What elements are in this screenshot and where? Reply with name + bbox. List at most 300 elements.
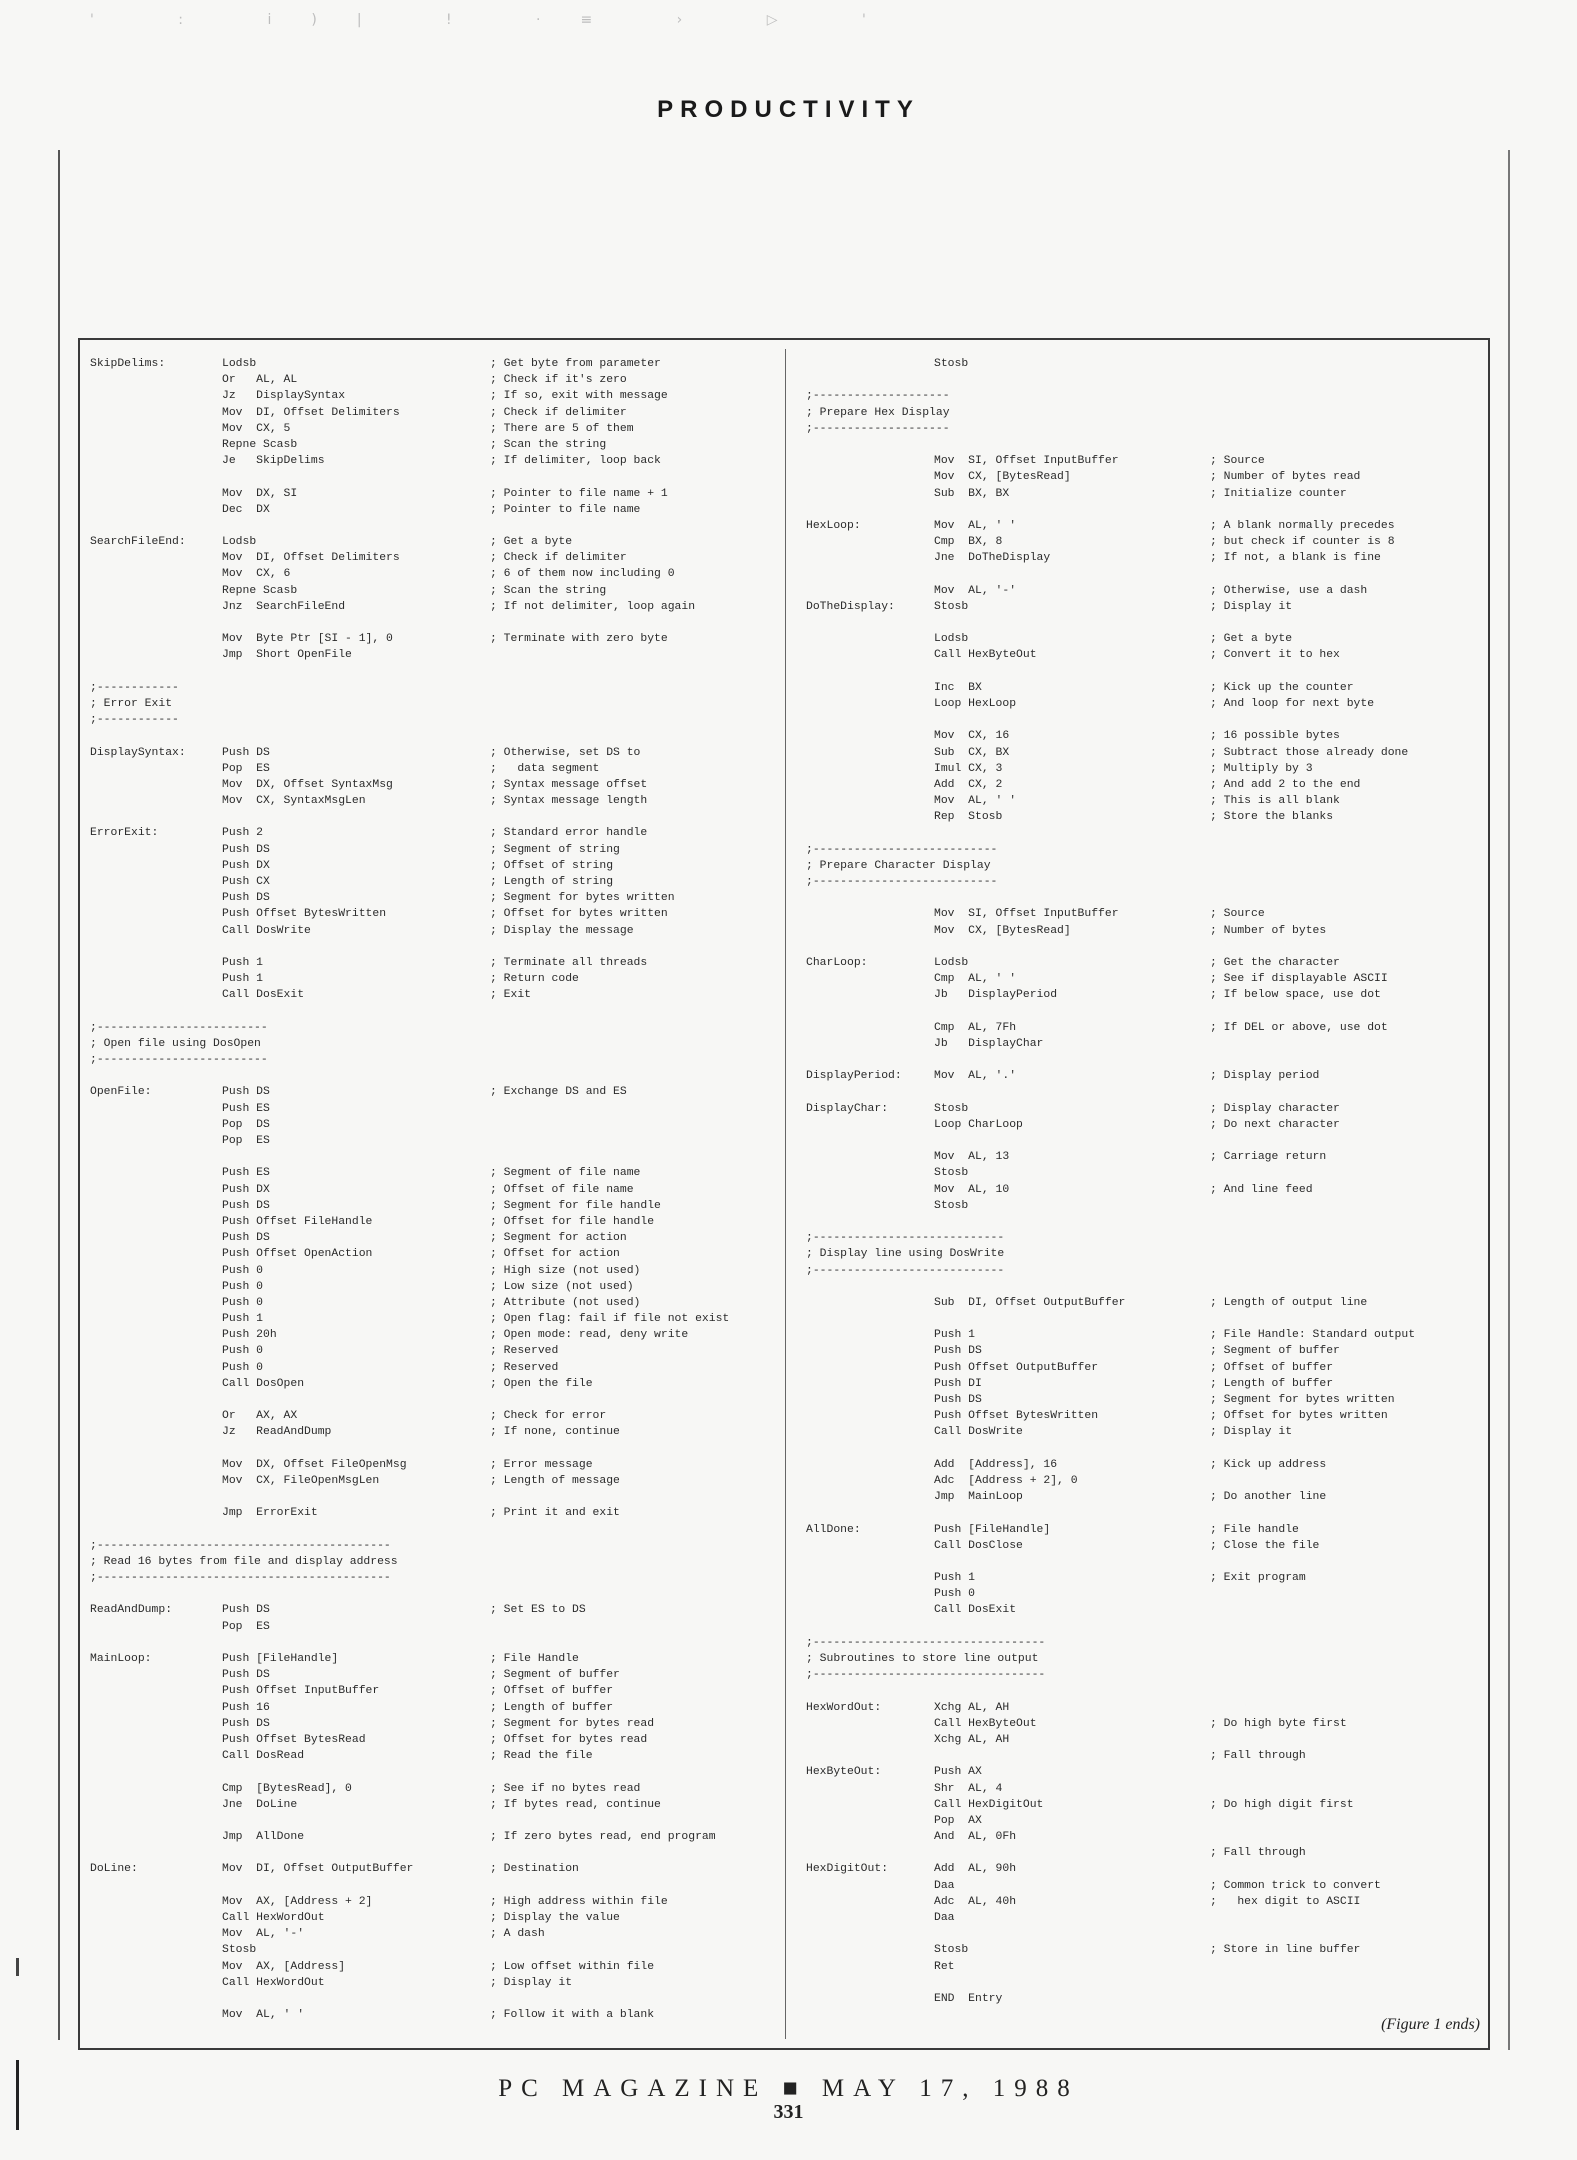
code-instruction: Loop HexLoop bbox=[934, 697, 1017, 710]
code-line bbox=[806, 1165, 1482, 1181]
code-comment: ; And line feed bbox=[1210, 1183, 1313, 1196]
code-line bbox=[90, 534, 780, 550]
comment-banner: ;-------------------- bbox=[806, 422, 950, 435]
code-instruction: Or AX, AX bbox=[222, 1410, 298, 1423]
code-line bbox=[806, 1781, 1482, 1797]
code-instruction: Push 1 bbox=[222, 956, 264, 969]
code-comment: ; Display character bbox=[1210, 1102, 1340, 1115]
code-instruction: Je SkipDelims bbox=[222, 455, 325, 468]
code-line bbox=[806, 1441, 1482, 1457]
code-line bbox=[90, 1878, 780, 1894]
code-line bbox=[806, 874, 1482, 890]
code-instruction: Push DS bbox=[934, 1345, 982, 1358]
code-instruction: Push DS bbox=[222, 1232, 270, 1245]
code-line bbox=[90, 1117, 780, 1133]
code-instruction: Jz DisplaySyntax bbox=[222, 390, 346, 403]
code-line bbox=[90, 1311, 780, 1327]
code-instruction: Push Offset BytesWritten bbox=[934, 1410, 1099, 1423]
code-instruction: Shr AL, 4 bbox=[934, 1782, 1003, 1795]
code-line bbox=[806, 1133, 1482, 1149]
code-comment: ; Otherwise, use a dash bbox=[1210, 584, 1368, 597]
comment-banner: ;------------------------- bbox=[90, 1021, 268, 1034]
code-comment: ; Segment of buffer bbox=[1210, 1345, 1340, 1358]
code-comment: ; Scan the string bbox=[490, 438, 607, 451]
code-line bbox=[90, 1279, 780, 1295]
code-line bbox=[806, 1343, 1482, 1359]
code-instruction: Mov AL, 10 bbox=[934, 1183, 1010, 1196]
code-comment: ; Offset of buffer bbox=[490, 1685, 614, 1698]
code-line bbox=[90, 696, 780, 712]
code-line bbox=[806, 777, 1482, 793]
code-line bbox=[806, 1910, 1482, 1926]
code-comment: ; Read the file bbox=[490, 1750, 593, 1763]
code-line bbox=[806, 372, 1482, 388]
code-line bbox=[90, 1198, 780, 1214]
code-line bbox=[806, 550, 1482, 566]
code-line bbox=[90, 1182, 780, 1198]
code-line bbox=[90, 825, 780, 841]
code-comment: ; This is all blank bbox=[1210, 795, 1340, 808]
code-comment: ; If below space, use dot bbox=[1210, 989, 1381, 1002]
code-line bbox=[90, 372, 780, 388]
code-line bbox=[90, 1441, 780, 1457]
code-comment: ; Offset for bytes read bbox=[490, 1733, 648, 1746]
code-label: HexWordOut: bbox=[806, 1701, 882, 1714]
code-instruction: Lodsb bbox=[934, 633, 969, 646]
code-line bbox=[806, 1004, 1482, 1020]
code-line bbox=[90, 453, 780, 469]
code-instruction: Push 0 bbox=[934, 1588, 976, 1601]
magazine-footer: PC MAGAZINE ■ MAY 17, 1988 bbox=[498, 2075, 1079, 2102]
code-label: DoLine: bbox=[90, 1863, 138, 1876]
code-comment: ; Segment of file name bbox=[490, 1167, 641, 1180]
code-line bbox=[806, 1246, 1482, 1262]
code-line bbox=[806, 1748, 1482, 1764]
code-line bbox=[806, 1182, 1482, 1198]
code-comment: ; Scan the string bbox=[490, 584, 607, 597]
code-instruction: Push 16 bbox=[222, 1701, 270, 1714]
comment-banner: ; Open file using DosOpen bbox=[90, 1037, 261, 1050]
code-line bbox=[90, 518, 780, 534]
code-line bbox=[806, 1198, 1482, 1214]
code-instruction: Push 1 bbox=[934, 1329, 976, 1342]
code-comment: ; And add 2 to the end bbox=[1210, 778, 1361, 791]
code-line bbox=[806, 1101, 1482, 1117]
code-line bbox=[90, 777, 780, 793]
code-line bbox=[806, 1036, 1482, 1052]
code-instruction: Push Offset OpenAction bbox=[222, 1248, 373, 1261]
code-line bbox=[806, 1522, 1482, 1538]
code-line bbox=[90, 469, 780, 485]
code-instruction: Push DS bbox=[222, 1199, 270, 1212]
code-instruction: Pop ES bbox=[222, 1620, 270, 1633]
code-comment: ; Store the blanks bbox=[1210, 811, 1334, 824]
code-line bbox=[806, 1149, 1482, 1165]
code-comment: ; Segment for file handle bbox=[490, 1199, 661, 1212]
code-comment: ; hex digit to ASCII bbox=[1210, 1895, 1361, 1908]
code-line bbox=[806, 793, 1482, 809]
code-line bbox=[90, 1586, 780, 1602]
code-instruction: Mov AL, ' ' bbox=[934, 519, 1017, 532]
code-comment: ; Open the file bbox=[490, 1377, 593, 1390]
code-instruction: Pop ES bbox=[222, 1135, 270, 1147]
code-comment: ; Display it bbox=[1210, 1426, 1293, 1439]
code-comment: ; Display the message bbox=[490, 924, 634, 937]
code-line bbox=[806, 1700, 1482, 1716]
code-line bbox=[90, 566, 780, 582]
code-instruction: Push 0 bbox=[222, 1280, 264, 1293]
code-line bbox=[806, 583, 1482, 599]
code-comment: ; Do next character bbox=[1210, 1118, 1340, 1131]
code-comment: ; And loop for next byte bbox=[1210, 697, 1375, 710]
comment-banner: ;--------------------------- bbox=[806, 843, 998, 856]
code-comment: ; Length of string bbox=[490, 876, 614, 888]
code-comment: ; Number of bytes read bbox=[1210, 471, 1361, 484]
code-instruction: Push DS bbox=[222, 1717, 270, 1730]
code-line bbox=[90, 599, 780, 615]
code-line bbox=[806, 1052, 1482, 1068]
code-line bbox=[90, 1667, 780, 1683]
section-title: PRODUCTIVITY bbox=[657, 96, 920, 123]
code-instruction: Jmp Short OpenFile bbox=[222, 649, 352, 662]
code-line bbox=[90, 1781, 780, 1797]
code-instruction: Jb DisplayChar bbox=[934, 1037, 1044, 1050]
code-line bbox=[90, 1975, 780, 1991]
code-instruction: Push DS bbox=[222, 1604, 270, 1617]
code-line bbox=[90, 1894, 780, 1910]
code-line bbox=[90, 1732, 780, 1748]
code-label: HexLoop: bbox=[806, 519, 861, 532]
code-line bbox=[806, 1538, 1482, 1554]
code-comment: ; Otherwise, set DS to bbox=[490, 746, 641, 759]
code-comment: ; Kick up the counter bbox=[1210, 681, 1354, 694]
code-line bbox=[90, 906, 780, 922]
code-line bbox=[806, 1861, 1482, 1877]
code-line bbox=[90, 1829, 780, 1845]
code-comment: ; High size (not used) bbox=[490, 1264, 641, 1277]
code-comment: ; Segment for bytes written bbox=[1210, 1394, 1395, 1406]
code-instruction: Mov AL, '-' bbox=[222, 1928, 305, 1941]
code-line bbox=[806, 1942, 1482, 1958]
code-instruction: Push ES bbox=[222, 1167, 270, 1180]
code-comment: ; High address within file bbox=[490, 1895, 668, 1908]
outer-frame-left bbox=[58, 150, 60, 2040]
code-comment: ; Offset for bytes written bbox=[1210, 1410, 1388, 1423]
code-instruction: Jmp AllDone bbox=[222, 1831, 305, 1844]
code-instruction: Stosb bbox=[934, 600, 969, 613]
code-comment: ; Open mode: read, deny write bbox=[490, 1329, 689, 1342]
code-comment: ; File Handle: Standard output bbox=[1210, 1329, 1416, 1342]
code-instruction: Mov SI, Offset InputBuffer bbox=[934, 908, 1119, 921]
code-instruction: Call HexByteOut bbox=[934, 649, 1037, 662]
code-instruction: Mov DX, Offset FileOpenMsg bbox=[222, 1458, 407, 1471]
code-instruction: Push AX bbox=[934, 1766, 982, 1779]
code-instruction: Mov AX, [Address + 2] bbox=[222, 1895, 373, 1908]
code-instruction: Push 1 bbox=[934, 1572, 976, 1585]
code-instruction: Mov CX, 16 bbox=[934, 730, 1010, 743]
code-line bbox=[90, 874, 780, 890]
code-line bbox=[90, 1360, 780, 1376]
code-line bbox=[90, 1263, 780, 1279]
code-line bbox=[90, 1538, 780, 1554]
code-line bbox=[90, 761, 780, 777]
code-comment: ; If not, a blank is fine bbox=[1210, 552, 1381, 565]
code-line bbox=[806, 518, 1482, 534]
code-instruction: Call DosExit bbox=[222, 989, 305, 1002]
code-instruction: Mov AL, '.' bbox=[934, 1070, 1017, 1083]
code-instruction: Add [Address], 16 bbox=[934, 1458, 1058, 1471]
comment-banner: ; Subroutines to store line output bbox=[806, 1653, 1039, 1665]
code-comment: ; Display it bbox=[490, 1976, 573, 1989]
code-line bbox=[90, 550, 780, 566]
code-line bbox=[806, 1959, 1482, 1975]
code-comment: ; Do high byte first bbox=[1210, 1717, 1347, 1730]
code-instruction: Adc AL, 40h bbox=[934, 1895, 1017, 1908]
code-comment: ; File Handle bbox=[490, 1653, 579, 1665]
code-instruction: Stosb bbox=[934, 358, 969, 370]
code-comment: ; Open flag: fail if file not exist bbox=[490, 1313, 730, 1326]
code-line bbox=[90, 939, 780, 955]
code-instruction: Mov AL, '-' bbox=[934, 584, 1017, 597]
code-instruction: Push 0 bbox=[222, 1345, 264, 1358]
code-comment: ; Reserved bbox=[490, 1361, 559, 1374]
code-instruction: Loop CharLoop bbox=[934, 1118, 1023, 1131]
code-instruction: Push ES bbox=[222, 1102, 270, 1115]
code-line bbox=[90, 1246, 780, 1262]
code-line bbox=[90, 1554, 780, 1570]
code-instruction: Mov CX, [BytesRead] bbox=[934, 471, 1071, 484]
code-comment: ; Close the file bbox=[1210, 1539, 1320, 1552]
code-line bbox=[90, 1700, 780, 1716]
code-comment: ; Common trick to convert bbox=[1210, 1879, 1381, 1892]
code-instruction: Jb DisplayPeriod bbox=[934, 989, 1058, 1002]
code-comment: ; 16 possible bytes bbox=[1210, 730, 1340, 743]
code-comment: ; Set ES to DS bbox=[490, 1604, 586, 1617]
code-line bbox=[806, 745, 1482, 761]
code-comment: ; Syntax message length bbox=[490, 795, 648, 808]
code-instruction: END Entry bbox=[934, 1992, 1003, 2005]
code-comment: ; Pointer to file name bbox=[490, 503, 641, 516]
code-line bbox=[806, 923, 1482, 939]
code-line bbox=[90, 1343, 780, 1359]
code-comment: ; Display the value bbox=[490, 1912, 620, 1924]
code-instruction: Call HexWordOut bbox=[222, 1976, 325, 1989]
code-line bbox=[90, 1619, 780, 1635]
code-line bbox=[806, 761, 1482, 777]
code-line bbox=[806, 1279, 1482, 1295]
code-instruction: Push DS bbox=[222, 1086, 270, 1099]
code-line bbox=[806, 712, 1482, 728]
code-label: DisplayPeriod: bbox=[806, 1070, 902, 1083]
code-instruction: Mov CX, FileOpenMsgLen bbox=[222, 1474, 380, 1487]
code-comment: ; Low offset within file bbox=[490, 1960, 655, 1973]
code-instruction: Mov DI, Offset OutputBuffer bbox=[222, 1863, 414, 1876]
code-instruction: Imul CX, 3 bbox=[934, 762, 1003, 775]
code-line bbox=[90, 745, 780, 761]
code-instruction: Pop ES bbox=[222, 762, 270, 775]
code-instruction: Call DosWrite bbox=[934, 1426, 1023, 1439]
code-line bbox=[806, 647, 1482, 663]
code-comment: ; If delimiter, loop back bbox=[490, 455, 661, 468]
code-line bbox=[90, 923, 780, 939]
code-instruction: Call DosOpen bbox=[222, 1377, 305, 1390]
code-comment: ; Convert it to hex bbox=[1210, 649, 1340, 662]
code-line bbox=[806, 1651, 1482, 1667]
comment-banner: ;--------------------------- bbox=[806, 876, 998, 888]
code-instruction: Lodsb bbox=[222, 536, 257, 549]
code-line bbox=[90, 1813, 780, 1829]
code-line bbox=[806, 1716, 1482, 1732]
code-line bbox=[90, 1068, 780, 1084]
code-comment: ; Segment of string bbox=[490, 843, 620, 856]
code-instruction: Mov DI, Offset Delimiters bbox=[222, 406, 400, 419]
code-line bbox=[806, 1878, 1482, 1894]
comment-banner: ; Read 16 bytes from file and display address bbox=[90, 1555, 398, 1568]
code-line bbox=[806, 1457, 1482, 1473]
code-instruction: Lodsb bbox=[934, 956, 969, 969]
code-comment: ; Offset for bytes written bbox=[490, 908, 668, 921]
comment-banner: ;------------------------------------------- bbox=[90, 1539, 391, 1552]
code-instruction: Ret bbox=[934, 1960, 955, 1973]
code-line bbox=[90, 842, 780, 858]
code-line bbox=[806, 1732, 1482, 1748]
code-instruction: Sub BX, BX bbox=[934, 487, 1010, 500]
code-comment: ; Offset for action bbox=[490, 1248, 620, 1261]
code-line bbox=[90, 1230, 780, 1246]
code-line bbox=[806, 356, 1482, 372]
code-line bbox=[806, 1635, 1482, 1651]
code-line bbox=[806, 1489, 1482, 1505]
code-instruction: Push Offset BytesRead bbox=[222, 1733, 366, 1746]
code-comment: ; If none, continue bbox=[490, 1426, 620, 1439]
code-line bbox=[806, 1214, 1482, 1230]
code-instruction: Call DosRead bbox=[222, 1750, 305, 1763]
code-instruction: Mov Byte Ptr [SI - 1], 0 bbox=[222, 633, 393, 646]
code-line bbox=[90, 890, 780, 906]
code-line bbox=[90, 1910, 780, 1926]
code-label: AllDone: bbox=[806, 1523, 861, 1536]
code-line bbox=[806, 599, 1482, 615]
code-instruction: Or AL, AL bbox=[222, 374, 298, 387]
code-comment: ; Pointer to file name + 1 bbox=[490, 487, 668, 500]
code-instruction: Call DosExit bbox=[934, 1604, 1017, 1617]
code-instruction: Stosb bbox=[222, 1944, 257, 1957]
code-instruction: Push Offset FileHandle bbox=[222, 1215, 373, 1228]
code-line bbox=[806, 453, 1482, 469]
code-line bbox=[90, 987, 780, 1003]
code-label: DisplaySyntax: bbox=[90, 746, 186, 759]
code-instruction: Push 0 bbox=[222, 1264, 264, 1277]
code-instruction: Jne DoTheDisplay bbox=[934, 552, 1051, 565]
code-line bbox=[806, 566, 1482, 582]
code-line bbox=[90, 1036, 780, 1052]
comment-banner: ; Prepare Hex Display bbox=[806, 406, 950, 419]
code-instruction: And AL, 0Fh bbox=[934, 1831, 1017, 1844]
code-line bbox=[806, 955, 1482, 971]
figure-end-note: (Figure 1 ends) bbox=[1381, 2016, 1480, 2033]
code-line bbox=[806, 1505, 1482, 1521]
code-label: SkipDelims: bbox=[90, 358, 166, 370]
code-line bbox=[806, 405, 1482, 421]
code-line bbox=[90, 1651, 780, 1667]
code-instruction: Stosb bbox=[934, 1102, 969, 1115]
code-line bbox=[806, 615, 1482, 631]
comment-banner: ;---------------------------- bbox=[806, 1264, 1005, 1277]
code-comment: ; Offset of buffer bbox=[1210, 1361, 1334, 1374]
code-comment: ; Follow it with a blank bbox=[490, 2009, 655, 2022]
code-instruction: Push DS bbox=[934, 1394, 982, 1406]
code-instruction: Push 20h bbox=[222, 1329, 277, 1342]
code-line bbox=[806, 664, 1482, 680]
code-line bbox=[806, 680, 1482, 696]
code-line bbox=[806, 1570, 1482, 1586]
code-line bbox=[806, 1797, 1482, 1813]
code-comment: ; Number of bytes bbox=[1210, 924, 1327, 937]
code-line bbox=[806, 939, 1482, 955]
code-line bbox=[806, 1845, 1482, 1861]
code-line bbox=[806, 1683, 1482, 1699]
code-line bbox=[806, 728, 1482, 744]
code-comment: ; If so, exit with message bbox=[490, 390, 668, 403]
code-comment: ; Terminate all threads bbox=[490, 956, 648, 969]
code-line bbox=[806, 1667, 1482, 1683]
comment-banner: ; Prepare Character Display bbox=[806, 859, 991, 872]
code-line bbox=[90, 502, 780, 518]
code-line bbox=[90, 680, 780, 696]
code-comment: ; Get a byte bbox=[1210, 633, 1293, 646]
code-line bbox=[90, 1473, 780, 1489]
code-label: DoTheDisplay: bbox=[806, 600, 895, 613]
code-instruction: Push 1 bbox=[222, 973, 264, 986]
code-line bbox=[90, 1926, 780, 1942]
code-comment: ; Display it bbox=[1210, 600, 1293, 613]
code-line bbox=[806, 906, 1482, 922]
code-label: OpenFile: bbox=[90, 1086, 152, 1099]
outer-frame-right bbox=[1508, 150, 1510, 2050]
code-line bbox=[806, 631, 1482, 647]
code-comment: ; Get the character bbox=[1210, 956, 1340, 969]
code-line bbox=[90, 1991, 780, 2007]
code-comment: ; data segment bbox=[490, 762, 600, 775]
code-line bbox=[90, 858, 780, 874]
code-line bbox=[90, 1716, 780, 1732]
code-instruction: Push [FileHandle] bbox=[222, 1653, 339, 1665]
code-comment: ; There are 5 of them bbox=[490, 422, 634, 435]
code-line bbox=[90, 1748, 780, 1764]
code-line bbox=[806, 437, 1482, 453]
code-comment: ; Kick up address bbox=[1210, 1458, 1327, 1471]
code-instruction: Daa bbox=[934, 1879, 955, 1892]
code-line bbox=[90, 1327, 780, 1343]
code-instruction: Mov AL, ' ' bbox=[934, 795, 1017, 808]
code-comment: ; Offset of string bbox=[490, 859, 614, 872]
code-line bbox=[806, 1117, 1482, 1133]
code-line bbox=[806, 987, 1482, 1003]
code-comment: ; Multiply by 3 bbox=[1210, 762, 1313, 775]
code-line bbox=[90, 1376, 780, 1392]
code-instruction: Push 2 bbox=[222, 827, 264, 840]
code-line bbox=[90, 1149, 780, 1165]
code-label: ErrorExit: bbox=[90, 827, 159, 840]
code-instruction: Push DI bbox=[934, 1377, 982, 1390]
code-line bbox=[90, 405, 780, 421]
code-line bbox=[806, 1975, 1482, 1991]
code-comment: ; Do high digit first bbox=[1210, 1798, 1354, 1811]
code-line bbox=[806, 1068, 1482, 1084]
code-comment: ; A dash bbox=[490, 1928, 545, 1941]
code-instruction: Mov SI, Offset InputBuffer bbox=[934, 455, 1119, 468]
code-comment: ; See if displayable ASCII bbox=[1210, 973, 1388, 986]
